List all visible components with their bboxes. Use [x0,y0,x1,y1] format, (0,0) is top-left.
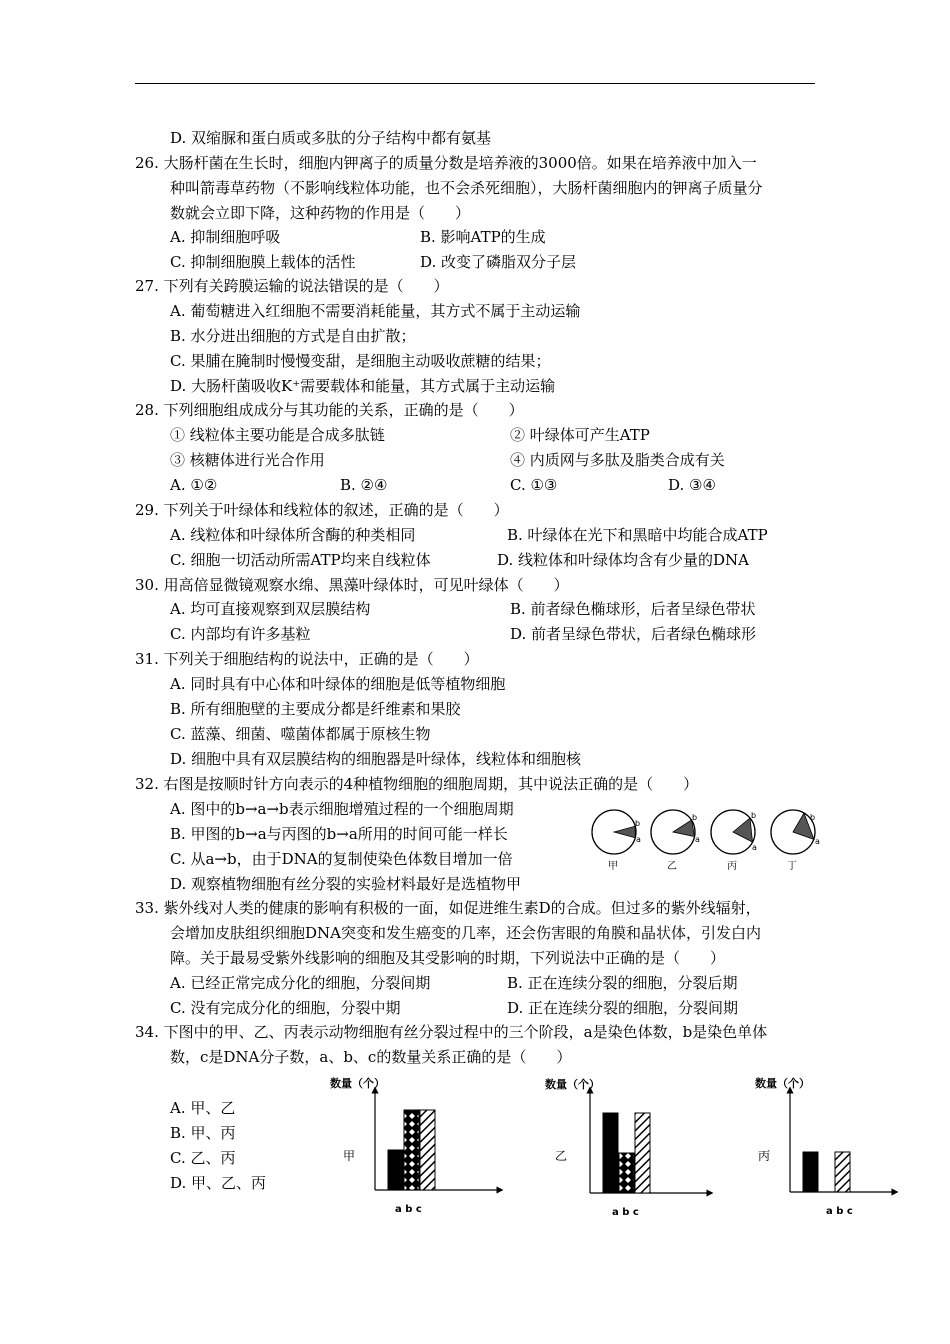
chart-2-bar-b [619,1153,634,1193]
q32-stem: 32. 右图是按顺时针方向表示的4种植物细胞的细胞周期，其中说法正确的是（ ） [135,775,699,793]
jia-name: 甲 [608,861,618,872]
q30-stem: 30. 用高倍显微镜观察水绵、黑藻叶绿体时，可见叶绿体（ ） [135,576,569,594]
q26-option-b: B. 影响ATP的生成 [420,228,546,246]
q28-option-c: C. ①③ [510,476,558,494]
chart-2-category-labels: a b c [612,1207,639,1218]
q33-option-d: D. 正在连续分裂的细胞，分裂间期 [507,999,739,1017]
q31-option-d: D. 细胞中具有双层膜结构的细胞器是叶绿体，线粒体和细胞核 [170,750,582,768]
chart-3-ylabel: 数量（个） [755,1077,810,1090]
q26-option-a: A. 抑制细胞呼吸 [170,228,281,246]
q30-option-d: D. 前者呈绿色带状，后者绿色椭球形 [510,625,757,643]
q26-option-c: C. 抑制细胞膜上载体的活性 [170,253,356,271]
q30-option-b: B. 前者绿色椭球形，后者呈绿色带状 [510,600,756,618]
q30-option-a: A. 均可直接观察到双层膜结构 [170,600,371,618]
q26-option-d: D. 改变了磷脂双分子层 [420,253,577,271]
chart-1-row-label: 甲 [343,1149,356,1163]
chart-3-bar-a [803,1152,818,1192]
chart-1-bar-a [388,1150,403,1190]
q34-option-b: B. 甲、丙 [170,1124,236,1142]
q29-option-a: A. 线粒体和叶绿体所含酶的种类相同 [170,526,416,544]
chart-2-bar-a [603,1113,618,1193]
q33-option-a: A. 已经正常完成分化的细胞，分裂间期 [170,974,431,992]
q32-option-a: A. 图中的b→a→b表示细胞增殖过程的一个细胞周期 [170,800,514,818]
yi-label-a: a [695,835,700,844]
q28-statement-2: ② 叶绿体可产生ATP [510,426,650,444]
q34-stem-1: 34. 下图中的甲、乙、丙表示动物细胞有丝分裂过程中的三个阶段，a是染色体数，b是染色单体 [135,1023,768,1041]
q33-option-c: C. 没有完成分化的细胞，分裂中期 [170,999,401,1017]
chart-2-row-label: 乙 [555,1149,568,1163]
q26-stem-3: 数就会立即下降，这种药物的作用是（ ） [170,204,471,222]
q29-option-b: B. 叶绿体在光下和黑暗中均能合成ATP [507,526,768,544]
chart-3-row-label: 丙 [758,1149,771,1163]
q32-option-b: B. 甲图的b→a与丙图的b→a所用的时间可能一样长 [170,825,508,843]
q28-statement-1: ① 线粒体主要功能是合成多肽链 [170,426,385,444]
bing-name: 丙 [727,861,737,872]
jia-label-b: b [635,819,641,828]
q25-option-d: D. 双缩脲和蛋白质或多肽的分子结构中都有氨基 [170,129,492,147]
q28-stem: 28. 下列细胞组成成分与其功能的关系，正确的是（ ） [135,401,524,419]
q28-statement-4: ④ 内质网与多肽及脂类合成有关 [510,451,725,469]
ding-name: 丁 [787,861,797,872]
ding-label-a: a [815,837,820,846]
jia-label-a: a [636,835,641,844]
q27-option-c: C. 果脯在腌制时慢慢变甜，是细胞主动吸收蔗糖的结果； [170,352,551,370]
q29-option-c: C. 细胞一切活动所需ATP均来自线粒体 [170,551,431,569]
bing-label-b: b [751,811,757,820]
bing-label-a: a [752,843,757,852]
q33-stem-1: 33. 紫外线对人类的健康的影响有积极的一面，如促进维生素D的合成。但过多的紫外线辐射， [135,899,761,917]
chart-1-ylabel: 数量（个） [330,1077,385,1090]
q31-option-b: B. 所有细胞壁的主要成分都是纤维素和果胶 [170,700,461,718]
q31-stem: 31. 下列关于细胞结构的说法中，正确的是（ ） [135,650,479,668]
chart-2-bar-c [635,1113,650,1193]
q30-option-c: C. 内部均有许多基粒 [170,625,311,643]
q29-stem: 29. 下列关于叶绿体和线粒体的叙述，正确的是（ ） [135,501,509,519]
q31-option-c: C. 蓝藻、细菌、噬菌体都属于原核生物 [170,725,431,743]
chart-3-category-labels: a b c [826,1206,853,1217]
chart-2-ylabel: 数量（个） [545,1078,600,1091]
q34-option-c: C. 乙、丙 [170,1149,236,1167]
q27-option-b: B. 水分进出细胞的方式是自由扩散； [170,327,416,345]
q27-option-d: D. 大肠杆菌吸收K⁺需要载体和能量，其方式属于主动运输 [170,377,556,395]
chart-1-category-labels: a b c [395,1204,422,1215]
q28-statement-3: ③ 核糖体进行光合作用 [170,451,325,469]
q28-option-a: A. ①② [170,476,218,494]
ding-label-b: b [810,813,816,822]
q33-stem-3: 障。关于最易受紫外线影响的细胞及其受影响的时期，下列说法中正确的是（ ） [170,949,726,967]
q33-stem-2: 会增加皮肤组织细胞DNA突变和发生癌变的几率，还会伤害眼的角膜和晶状体，引发白内 [170,924,761,942]
yi-label-b: b [692,813,698,822]
q26-stem-1: 26. 大肠杆菌在生长时，细胞内钾离子的质量分数是培养液的3000倍。如果在培养液中加入一 [135,154,757,172]
chart-1-bar-c [420,1110,435,1190]
q33-option-b: B. 正在连续分裂的细胞，分裂后期 [507,974,738,992]
q32-option-d: D. 观察植物细胞有丝分裂的实验材料最好是选植物甲 [170,875,522,893]
q32-option-c: C. 从a→b，由于DNA的复制使染色体数目增加一倍 [170,850,513,868]
q34-option-a: A. 甲、乙 [170,1099,236,1117]
yi-name: 乙 [667,861,677,872]
q28-option-d: D. ③④ [668,476,716,494]
q34-option-d: D. 甲、乙、丙 [170,1174,267,1192]
chart-3-bar-c [835,1152,850,1192]
q26-stem-2: 种叫箭毒草药物（不影响线粒体功能，也不会杀死细胞），大肠杆菌细胞内的钾离子质量分 [170,179,763,197]
q29-option-d: D. 线粒体和叶绿体均含有少量的DNA [497,551,750,569]
chart-1-bar-b [404,1110,419,1190]
q27-stem: 27. 下列有关跨膜运输的说法错误的是（ ） [135,277,449,295]
q28-option-b: B. ②④ [340,476,388,494]
q34-stem-2: 数，c是DNA分子数，a、b、c的数量关系正确的是（ ） [170,1048,572,1066]
q27-option-a: A. 葡萄糖进入红细胞不需要消耗能量，其方式不属于主动运输 [170,302,581,320]
q31-option-a: A. 同时具有中心体和叶绿体的细胞是低等植物细胞 [170,675,506,693]
